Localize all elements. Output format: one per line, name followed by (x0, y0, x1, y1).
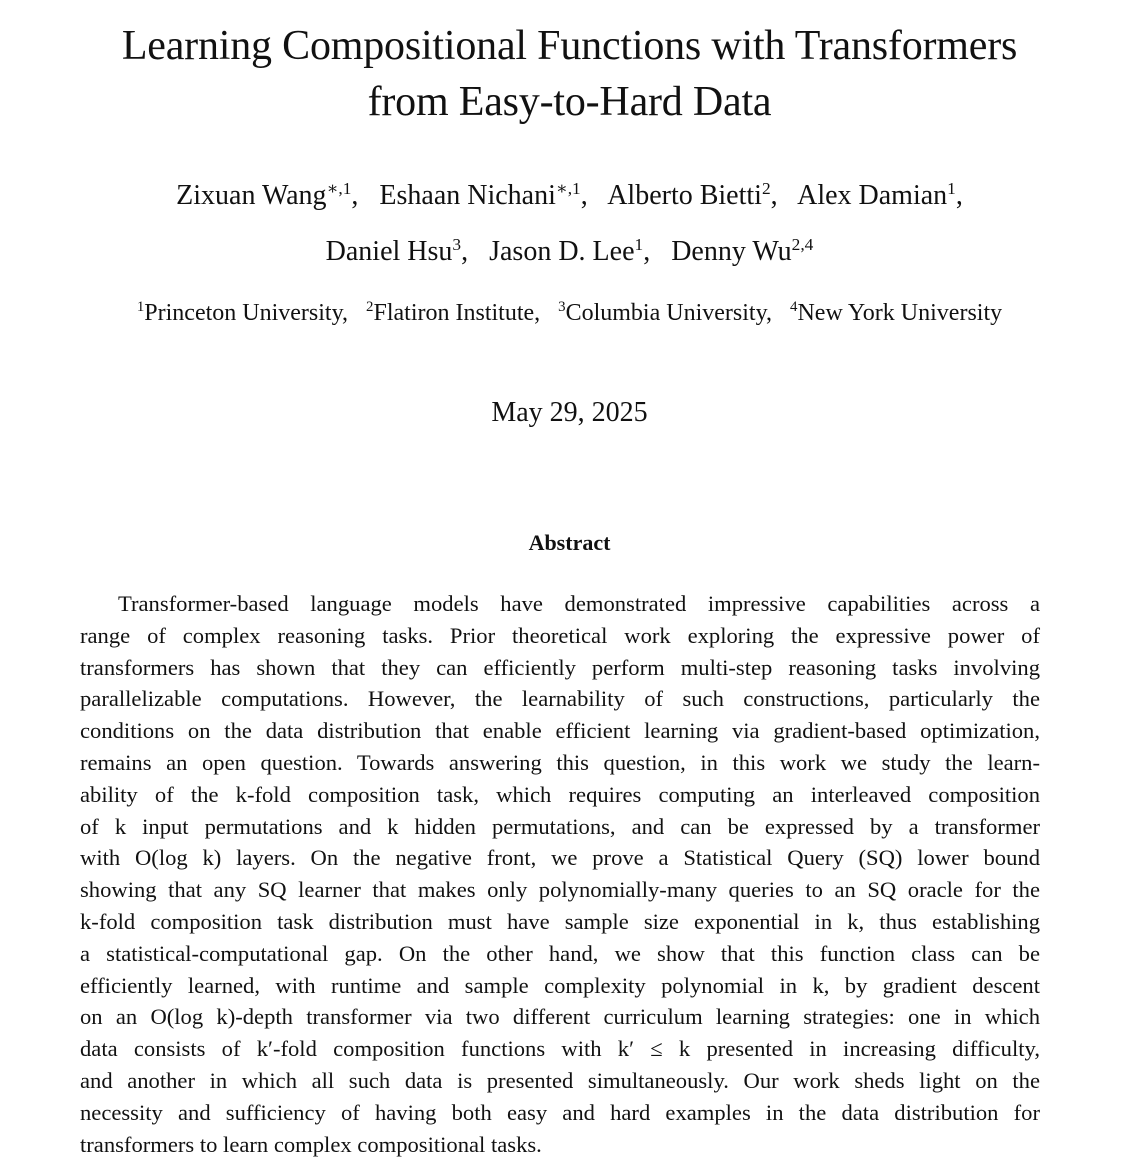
abstract-line: and another in which all such data is presented simultaneously. Our work sheds light on the (80, 1067, 1040, 1093)
author-line-2: Daniel Hsu$^3$, Jason D. Lee$^1$, Denny Wu$^{2,4}$ (325, 234, 814, 267)
affiliation-number: 2 (366, 299, 374, 316)
author-affiliation-mark: ∗,1 (555, 178, 581, 198)
author-line-1: Zixuan Wang$^{∗,1}$, Eshaan Nichani$^{∗,1}$, Alberto Bietti$^2$, Alex Damian$^1$, (176, 178, 963, 211)
affiliation-number: 3 (558, 299, 566, 316)
title-line-2: from Easy-to-Hard Data (367, 79, 772, 125)
author (671, 236, 813, 267)
abstract-line: of k input permutations and k hidden permutations, and can be expressed by a transformer (80, 813, 1040, 839)
affiliation-name: Princeton University (144, 300, 343, 326)
abstract-line: conditions on the data distribution that enable efficient learning via gradient-based optimization, (80, 718, 1040, 744)
author-name: Jason D. Lee (489, 236, 635, 267)
author-list (0, 168, 1139, 280)
author-name: Zixuan Wang (176, 180, 327, 211)
author-name: Eshaan Nichani (379, 180, 556, 211)
affiliation-name: Flatiron Institute (373, 300, 535, 326)
author (607, 180, 770, 211)
abstract-line: data consists of k′-fold composition functions with k′ ≤ k presented in increasing difficulty, (80, 1036, 1040, 1062)
author (797, 180, 956, 211)
affiliation-name: Columbia University (565, 300, 767, 326)
abstract-line: ability of the k-fold composition task, which requires computing an interleaved composition (80, 781, 1040, 807)
publication-date: May 29, 2025 (491, 397, 648, 428)
author-name: Daniel Hsu (325, 236, 453, 267)
affiliation-list: $^1$Princeton University, $^2$Flatiron Institute, $^3$Columbia University, $^4$New York University (136, 299, 1003, 326)
author (326, 236, 461, 267)
abstract-line: transformers has shown that they can efficiently perform multi-step reasoning tasks involving (80, 654, 1040, 680)
affiliation (366, 300, 534, 326)
abstract-line: with O(log k) layers. On the negative front, we prove a Statistical Query (SQ) lower bound (80, 845, 1040, 871)
abstract-line: parallelizable computations. However, the learnability of such constructions, particularly the (80, 686, 1040, 712)
author-affiliation-mark: 3 (452, 234, 462, 254)
abstract-line: efficiently learned, with runtime and sample complexity polynomial in k, by gradient descent (80, 972, 1040, 998)
title-line-1: Learning Compositional Functions with Transformers (121, 23, 1018, 69)
abstract-line: k-fold composition task distribution must have sample size exponential in k, thus establishing (80, 908, 1040, 934)
author-affiliation-mark: 1 (947, 178, 956, 198)
author-affiliation-mark: 2 (761, 178, 771, 198)
affiliation (137, 300, 342, 326)
abstract-body (80, 588, 1040, 1160)
affiliation (558, 300, 766, 326)
abstract-line: on an O(log k)-depth transformer via two different curriculum learning strategies: one in which (80, 1004, 1040, 1030)
abstract-line: transformers to learn complex compositional tasks. (80, 1131, 542, 1157)
abstract-heading: Abstract (528, 530, 611, 555)
author-affiliation-mark: 1 (634, 234, 644, 254)
abstract-line: range of complex reasoning tasks. Prior theoretical work exploring the expressive power of (80, 622, 1040, 648)
abstract-line: necessity and sufficiency of having both easy and hard examples in the data distribution for (80, 1099, 1040, 1125)
abstract-line: showing that any SQ learner that makes only polynomially-many queries to an SQ oracle for the (80, 877, 1040, 903)
author (489, 236, 643, 267)
author-affiliation-mark: 2,4 (791, 234, 814, 254)
abstract-line: Transformer-based language models have demonstrated impressive capabilities across a (118, 591, 1040, 616)
author-name: Denny Wu (671, 236, 792, 267)
author (176, 180, 351, 211)
affiliation-name: New York University (797, 300, 1003, 326)
author-name: Alberto Bietti (607, 180, 762, 211)
abstract-line: remains an open question. Towards answering this question, in this work we study the learn- (80, 749, 1040, 775)
author-name: Alex Damian (797, 180, 948, 211)
author-affiliation-mark: ∗,1 (326, 178, 352, 198)
paper-title (0, 18, 1139, 130)
affiliation-number: 1 (136, 299, 145, 316)
abstract-line: a statistical-computational gap. On the other hand, we show that this function class can be (80, 940, 1040, 966)
author (379, 180, 580, 211)
affiliation (790, 300, 1002, 326)
affiliation-number: 4 (790, 299, 798, 316)
